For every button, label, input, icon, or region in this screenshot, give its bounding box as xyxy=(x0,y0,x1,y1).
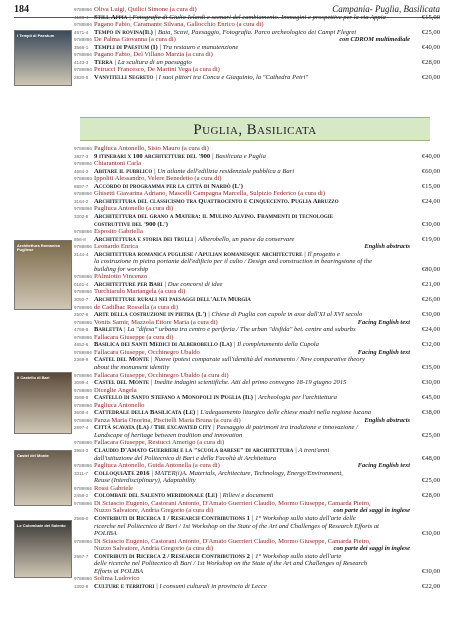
isbn-code: 9788866 xyxy=(74,176,92,182)
isbn-code: 9788866 xyxy=(74,463,92,469)
isbn-code: 9788866 xyxy=(74,349,92,355)
title-line xyxy=(94,14,412,22)
price: €40,00 xyxy=(421,152,440,160)
book-title: costruttive del '900 (L') xyxy=(94,220,168,228)
book-subtitle: | Inedite indagini scientifiche. Atti del primo convegno 18-19 giugno 2015 xyxy=(149,379,347,387)
title-line xyxy=(94,553,412,561)
edition-note: Facing English text xyxy=(357,318,410,326)
isbn-code: 9788866 xyxy=(74,417,92,423)
isbn-code: 3984-3 xyxy=(74,448,89,453)
book-subtitle: | 1° Workshop sullo stato dell'arte delle xyxy=(249,514,356,522)
book-title: Barletta xyxy=(94,326,123,334)
book-title: Architetture per Bari xyxy=(94,280,163,288)
title-line xyxy=(94,311,412,319)
title-line xyxy=(94,236,412,244)
price: €30,00 xyxy=(421,530,440,538)
title-line xyxy=(94,44,412,52)
author-line: Diceglie Angela xyxy=(94,386,137,394)
book-title: Cattedrale della Basilicata (Le) xyxy=(94,409,196,417)
isbn-code: 3827-3 xyxy=(74,153,89,159)
author-line: Pagano Fabio, Caramante Silvana, Gallocchio Enrico (a cura di) xyxy=(94,21,264,29)
price: €30,00 xyxy=(421,567,440,575)
book-subtitle: | Il completamento della Cupola xyxy=(231,341,319,349)
price: €20,00 xyxy=(421,73,440,81)
edition-note: English abstracts xyxy=(364,243,410,251)
price: €26,00 xyxy=(421,296,440,303)
title-line: delle ricerche nel Politecnico di Bari / 1st Workshop on the State of the Art and Challenges of Research xyxy=(94,560,368,568)
price: €40,00 xyxy=(421,43,440,51)
title-line xyxy=(94,470,412,478)
price: €32,00 xyxy=(421,341,440,349)
isbn-code: 9788866 xyxy=(74,206,92,212)
book-subtitle: | Il progetto e xyxy=(302,250,340,258)
isbn-code: 4652-6 xyxy=(74,342,89,348)
book-subtitle: | Archeologia per l'architettura xyxy=(253,394,337,402)
book-title: Architettura romanica pugliese / Apulian romanesque architecture xyxy=(94,250,303,258)
author-line: Pagano Fabio, Del Villano Marzia (a cura di) xyxy=(94,51,213,59)
book-subtitle: | Alberobello, un paese da conservare xyxy=(193,235,295,243)
author-line: Nuzzo Salvatore, Andria Gregorio (a cura di) xyxy=(94,507,214,515)
isbn-code: 9788866 xyxy=(74,440,92,446)
isbn-code: 9788866 xyxy=(74,576,92,582)
book-title: Architettura e storia dei trulli xyxy=(94,235,194,243)
book-subtitle: | Fotografie di Giulio Ielardi e scenari del cambiamento. Immagini e prospettive per la via Appia xyxy=(127,13,386,21)
author-line: Di Sciascio Eugenio, Castorani Antonio, D'Amato Guerrieri Claudio, Mormo Giuseppe, Camarda Pietro, xyxy=(94,537,371,545)
author-line: PAlmiotto Vincenzo xyxy=(94,273,148,281)
book-subtitle: | Paesaggio di patrimoni tra tradizione e innovazione / xyxy=(211,424,358,432)
book-title: Basilica dei Santi Medici di Alberobello (La) xyxy=(94,341,232,349)
author-line: Panza Maria Onorina, Piscitelli Maria Bruna (a cura di) xyxy=(94,416,241,424)
book-title: Arte della costruzione in pietra (L') xyxy=(94,311,207,319)
isbn-code: 3164-2 xyxy=(74,198,89,204)
book-subtitle: | La scultura di un paesaggio xyxy=(112,58,192,66)
book-title: Architettura del classicismo tra Quattrocento e Cinquecento. Puglia Abruzzo xyxy=(94,197,339,205)
author-line: Fallacara Giuseppe (a cura di) xyxy=(94,333,174,341)
isbn-code: 3050-7 xyxy=(74,297,89,302)
isbn-code: 9788866 xyxy=(74,274,92,280)
author-line: Pagliuca Antonello, Sisto Mauro (a cura di) xyxy=(94,145,209,152)
title-line xyxy=(94,198,412,206)
title-line xyxy=(94,221,412,229)
page-number: 184 xyxy=(14,4,29,15)
isbn-code: 9788866 xyxy=(74,52,92,58)
title-line xyxy=(94,424,412,432)
edition-note: con parte dei saggi in inglese xyxy=(333,545,410,553)
book-title: Contributi di Ricerca 2 / Research Contributions 2 xyxy=(94,552,250,560)
title-line xyxy=(94,583,412,591)
isbn-code: 9788866 xyxy=(74,372,92,378)
title-line: Landscape of heritage between tradition and innovation xyxy=(94,431,243,439)
isbn-code: 3566-1 xyxy=(74,44,89,50)
isbn-code: 9788866 xyxy=(74,289,92,295)
author-line: Chiarantoni Carla xyxy=(94,160,142,168)
isbn-code: 1392-8 xyxy=(74,583,89,589)
title-line: about the monument identity xyxy=(94,363,170,371)
title-line xyxy=(94,515,412,523)
title-line: Reuse (Interdisciplinary), Adaptability xyxy=(94,477,196,485)
isbn-code: 9788866 xyxy=(74,319,92,325)
price: €15,00 xyxy=(421,13,440,21)
author-line: Petrucci Francesco, De Martini Vega (a cura di) xyxy=(94,66,220,74)
price: €25,00 xyxy=(421,28,440,36)
cover-title: Castel del Monte xyxy=(17,453,49,458)
title-line xyxy=(94,296,412,304)
book-title: Vanvitelli Segreto xyxy=(94,73,154,81)
title-line xyxy=(94,74,412,82)
title-line xyxy=(94,394,412,402)
isbn-code: 3099-4 xyxy=(74,380,89,386)
book-title: Castello di Santo Stefano a Monopoli in Puglia (Il) xyxy=(94,394,253,402)
section-band-title: Puglia, Basilicata xyxy=(193,122,317,138)
isbn-code: 3608-4 xyxy=(74,410,89,416)
book-subtitle: | Due concorsi di idee xyxy=(162,280,223,288)
price: €25,00 xyxy=(421,431,440,439)
author-line: Ghisetti Giavarina Adriano, Mascelli Campagna Marcella, Sulpizio Federico (a cura di) xyxy=(94,190,326,198)
price: €60,00 xyxy=(421,167,440,175)
book-subtitle: | Baia, Scavi, Paesaggio, Fotografia. Parco archeologico dei Campi Flegrei xyxy=(152,28,357,36)
author-line: Leonardo Enrica xyxy=(94,243,139,251)
book-title: Castel del Monte xyxy=(94,379,150,387)
title-line xyxy=(94,492,412,500)
price: €21,00 xyxy=(421,280,440,288)
price: €30,00 xyxy=(421,220,440,228)
isbn-code: 9788866 xyxy=(74,229,92,235)
book-subtitle: | Rilievi e documenti xyxy=(217,492,274,500)
title-line: building for worship xyxy=(94,265,149,273)
book-title: Colombaie del Salento meridionale (Le) xyxy=(94,492,218,500)
cover-title: Il Castello di Bari xyxy=(17,375,50,380)
isbn-code: 3144-4 xyxy=(74,251,89,257)
book-title: Still Appia xyxy=(94,13,128,21)
isbn-code: 4664-3 xyxy=(74,168,89,174)
edition-note: Facing English text xyxy=(357,348,410,356)
book-title: Accordo di programma per la città di Nardò (L') xyxy=(94,182,243,190)
title-line xyxy=(94,213,412,221)
author-line: Solima Ludovico xyxy=(94,575,140,583)
isbn-code: 2369-9 xyxy=(74,357,89,363)
isbn-code: 9788866 xyxy=(74,402,92,408)
book-title: Contributi di Ricerca 1 / Research Contributions 1 xyxy=(94,514,250,522)
author-line: Pagliuca Antonello xyxy=(94,401,145,409)
isbn-code: 9788866 xyxy=(74,538,92,544)
price: €45,00 xyxy=(421,394,440,402)
isbn-code: 4758-8 xyxy=(74,327,89,333)
book-title: ColloquiATe 2016 xyxy=(94,469,150,477)
book-subtitle: | 1° Workshop sullo stato dell'arte xyxy=(249,552,342,560)
book-title: Culture e territori xyxy=(94,582,155,590)
price: €48,00 xyxy=(421,454,440,462)
author-line: Fallacara Giuseppe, Restucci Amerigo (a cura di) xyxy=(94,439,225,447)
author-line: Pagliuca Antonello, Guida Antonella (a cura di) xyxy=(94,462,220,470)
title-line: POLIBA xyxy=(94,530,117,538)
title-line: dall'istituzione del Politecnico di Bari e della Facoltà di Architettura xyxy=(94,454,277,462)
title-line xyxy=(94,281,412,289)
title-line xyxy=(94,356,412,364)
author-line: Fallacara Giuseppe, Occhinegro Ubaldo xyxy=(94,348,200,356)
book-subtitle: | Tra restauro e manutenzione xyxy=(157,43,239,51)
title-line: Efforts at POLIBA xyxy=(94,567,144,575)
price: €35,00 xyxy=(421,363,440,371)
isbn-code: 4143-3 xyxy=(74,59,89,65)
isbn-code: 9788866 xyxy=(74,7,92,12)
title-line xyxy=(94,447,412,455)
cover-thumbnail xyxy=(14,30,72,86)
isbn-code: 9788866 xyxy=(74,334,92,340)
title-line xyxy=(94,379,412,387)
edition-note: con parte dei saggi in inglese xyxy=(333,507,410,515)
cover-thumbnail xyxy=(14,520,72,578)
title-line xyxy=(94,251,412,259)
price: €28,00 xyxy=(421,492,440,500)
author-line: Pagliuca Antonello (a cura di) xyxy=(94,205,174,213)
title-line xyxy=(94,326,412,334)
book-subtitle: | Nuove ipotesi comparate sull'identità del monumento / New comparative theory xyxy=(149,356,365,364)
book-subtitle: | La "difesa" urbana tra centro e periferia / The urban "disfida" bet. centre and suburbs xyxy=(122,326,356,334)
book-title: Abitare il pubblico xyxy=(94,167,153,175)
book-title: Architetture rurali nei paesaggi dell'Alta Murgia xyxy=(94,296,251,303)
isbn-code: 9788866 xyxy=(74,37,92,43)
book-subtitle: | L'adeguamento liturgico delle chiese madri nella regione lucana xyxy=(195,409,372,417)
isbn-code: 9788866 xyxy=(74,67,92,73)
author-line: Fallacara Giuseppe, Occhinegro Ubaldo (a cura di) xyxy=(94,371,229,379)
price: €19,00 xyxy=(421,235,440,243)
isbn-code: 9788866 xyxy=(74,304,92,310)
author-line: De Palma Giovanna (a cura di) xyxy=(94,36,176,44)
isbn-code: 2966-0 xyxy=(74,515,89,521)
cover-thumbnail xyxy=(14,240,72,310)
book-subtitle: | I consumi culturali in provincia di Lecce xyxy=(154,582,267,590)
isbn-code: 8697-7 xyxy=(74,183,89,189)
isbn-code: 9788866 xyxy=(74,161,92,167)
book-subtitle: | Basilicata e Puglia xyxy=(210,152,266,160)
author-line: de Cadilhac Rossella (a cura di) xyxy=(94,303,179,311)
isbn-code: 2820-5 xyxy=(74,74,89,80)
title-line xyxy=(94,168,412,176)
isbn-code: 3311-7 xyxy=(74,470,88,476)
isbn-code: 9788866 xyxy=(74,244,92,250)
title-line: ricerche nel Politecnico di Bari / 1st Workshop on the State of the Art and Challenges of Research Efforts at xyxy=(94,522,380,530)
title-line xyxy=(94,409,412,417)
cover-thumbnail xyxy=(14,372,72,434)
price: €30,00 xyxy=(421,311,440,319)
price: €24,00 xyxy=(421,326,440,334)
title-line xyxy=(94,59,412,67)
price: €28,00 xyxy=(421,58,440,66)
author-line: Esposito Gabriella xyxy=(94,228,143,236)
cover-title: Le Colombaie del Salento xyxy=(17,523,66,528)
price: €22,00 xyxy=(421,582,440,590)
book-title: Architettura del grano a Matera: il Mulino Alvino. Frammenti di tecnologie xyxy=(94,212,334,220)
author-line: Rossi Gabriele xyxy=(94,484,134,492)
book-subtitle: | I suoi pittori tra Conca e Giaquinto, la "Cathedra Petri" xyxy=(153,73,309,81)
price: €30,00 xyxy=(421,379,440,387)
cover-title: Architettura Romanica Pugliese xyxy=(17,243,60,253)
isbn-code: 2507-6 xyxy=(74,312,89,318)
price: €25,00 xyxy=(421,477,440,485)
book-subtitle: | Chiese di Puglia con cupole in asse dall'XI al XVI secolo xyxy=(206,311,363,319)
isbn-code: 2897-4 xyxy=(74,425,89,431)
isbn-code: 4108-4 xyxy=(74,14,89,20)
book-title: Castel del Monte xyxy=(94,356,150,364)
book-title: Città scavata (La) / The excavated city xyxy=(94,424,212,432)
price: €24,00 xyxy=(421,197,440,205)
section-title: Campania- Puglia, Basilicata xyxy=(332,4,440,14)
price: €38,00 xyxy=(421,409,440,417)
author-line: Oliva Luigi, Quilici Simone (a cura di) xyxy=(94,6,197,13)
book-subtitle: | A trent'anni xyxy=(293,447,330,454)
book-title: 9 itinerari x 100 architetture del '900 xyxy=(94,152,211,160)
isbn-code: 9788866 xyxy=(74,191,92,197)
isbn-code: 9788866 xyxy=(74,146,92,151)
isbn-code: 9788866 xyxy=(74,22,92,28)
cover-title: I Templi di Paestum xyxy=(17,33,55,38)
title-line xyxy=(94,153,412,161)
book-title: Tempo in rovina(Il) xyxy=(94,28,153,36)
book-title: Templi di Paestum (I) xyxy=(94,43,158,51)
isbn-code: 3302-8 xyxy=(74,213,89,219)
title-line xyxy=(94,183,412,191)
isbn-code: 2458-2 xyxy=(74,493,89,499)
author-line: Di Sciascio Eugenio, Castorani Antonio, D'Amato Guerrieri Claudio, Mormo Giuseppe, Camarda Pietro, xyxy=(94,499,371,507)
edition-note: English abstracts xyxy=(364,416,410,424)
isbn-code: 2967-7 xyxy=(74,553,89,559)
book-subtitle: | MATER(i)A. Materials, Architecture, Technology, Energy/Environment, xyxy=(149,469,343,477)
price: €15,00 xyxy=(421,182,440,190)
title-line xyxy=(94,341,412,349)
edition-note: Facing English text xyxy=(357,462,410,470)
author-line: Turchiarulo Mariangela (a cura di) xyxy=(94,288,186,296)
isbn-code: 3598-9 xyxy=(74,395,89,401)
cover-thumbnail xyxy=(14,450,72,506)
isbn-code: 9788866 xyxy=(74,485,92,491)
edition-note: con CDROM multimediale xyxy=(339,36,410,44)
book-title: Terra xyxy=(94,58,113,66)
isbn-code: 9788866 xyxy=(74,387,92,393)
title-line: la costruzione in pietra portante dell'edificio per il culto / Design and construction in bearingstone of the xyxy=(94,258,372,266)
isbn-code: 4571-4 xyxy=(74,29,89,35)
price: €80,00 xyxy=(421,265,440,273)
author-line: Vonits Samir, Mazzola Ettore Maria (a cura di) xyxy=(94,318,218,326)
author-line: Ippoliti Alessandro, Velere Benedetto (a cura di) xyxy=(94,175,222,183)
isbn-code: 0161-4 xyxy=(74,281,89,287)
title-line xyxy=(94,29,412,37)
book-subtitle: | Un atlante dell'edilizia residenziale pubblica a Bari xyxy=(152,167,295,175)
book-title: Claudio D'Amato Guerrieri e la "scuola barese" di architettura xyxy=(94,447,294,454)
isbn-code: 9788866 xyxy=(74,500,92,506)
author-line: Nuzzo Salvatore, Andria Gregorio (a cura di) xyxy=(94,545,214,553)
section-band xyxy=(80,117,430,141)
isbn-code: 856-8 xyxy=(74,236,86,242)
